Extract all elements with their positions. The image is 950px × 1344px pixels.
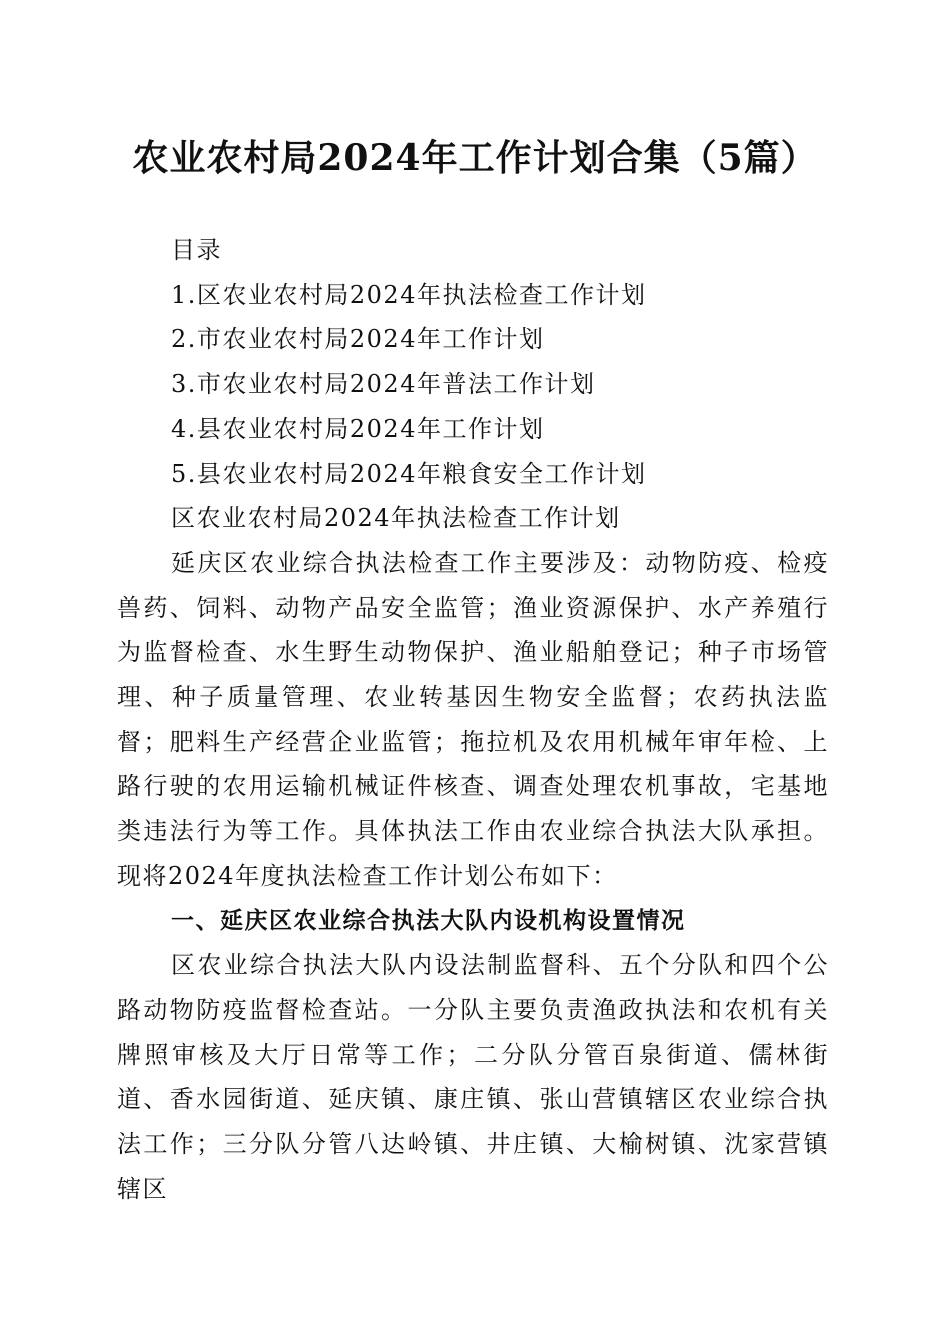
paragraph-structure: 区农业综合执法大队内设法制监督科、五个分队和四个公路动物防疫监督检查站。一分队主要负责渔政执法和农机有关牌照审核及大厅日常等工作；二分队分管百泉街道、儒林街道、香水园街道、延庆镇、康庄镇、张山营镇辖区农业综合执法工作；三分队分管八达岭镇、井庄镇、大榆树镇、沈家营镇辖区 bbox=[117, 951, 829, 1203]
toc-item-4: 4.县农业农村局2024年工作计划 bbox=[171, 414, 545, 443]
article-title: 区农业农村局2024年执法检查工作计划 bbox=[171, 504, 621, 533]
toc-item-2: 2.市农业农村局2024年工作计划 bbox=[171, 325, 545, 354]
section-heading-1: 一、延庆区农业综合执法大队内设机构设置情况 bbox=[171, 907, 686, 934]
toc-item-3: 3.市农业农村局2024年普法工作计划 bbox=[171, 370, 596, 399]
toc-heading: 目录 bbox=[171, 236, 222, 264]
toc-item-1: 1.区农业农村局2024年执法检查工作计划 bbox=[171, 280, 647, 309]
document-title: 农业农村局2024年工作计划合集（5篇） bbox=[132, 137, 818, 179]
document-body bbox=[117, 228, 829, 1211]
toc-item-5: 5.县农业农村局2024年粮食安全工作计划 bbox=[171, 459, 647, 488]
paragraph-scope: 延庆区农业综合执法检查工作主要涉及：动物防疫、检疫兽药、饲料、动物产品安全监管；渔业资源保护、水产养殖行为监督检查、水生野生动物保护、渔业船舶登记；种子市场管理、种子质量管理、农业转基因生物安全监督；农药执法监督；肥料生产经营企业监管；拖拉机及农用机械年审年检、上路行驶的农用运输机械证件核查、调查处理农机事故，宅基地类违法行为等工作。具体执法工作由农业综合执法大队承担。现将2024年度执法检查工作计划公布如下： bbox=[117, 548, 829, 890]
